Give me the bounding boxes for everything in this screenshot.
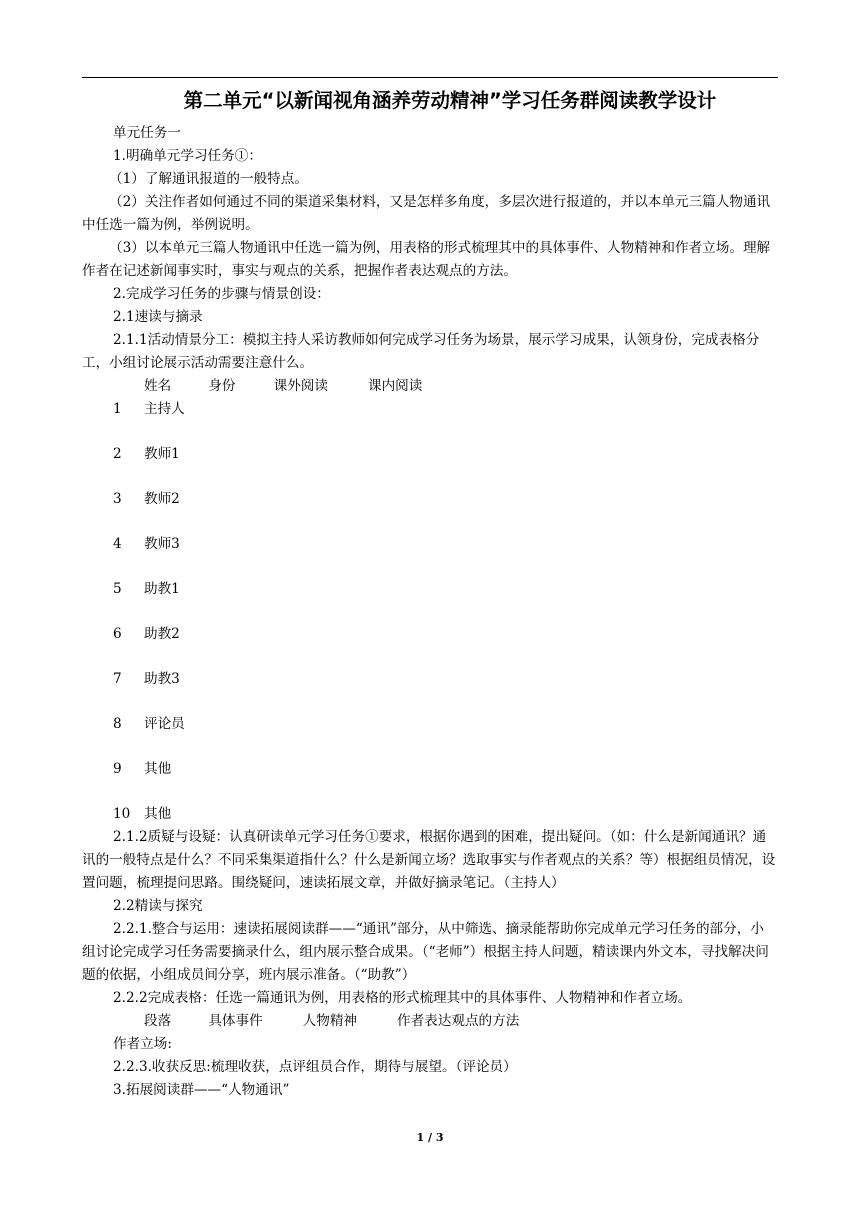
- row-number: 10: [113, 806, 131, 822]
- row-number: 9: [113, 761, 122, 777]
- paragraph: 2.1.2质疑与设疑：认真研读单元学习任务①要求，根据你遇到的困难，提出疑问。（如：什么是新闻通讯？通讯的一般特点是什么？不同采集渠道指什么？什么是新闻立场？选取事实与作者观点的关系？等）根据组员情况，设置问题，梳理提问思路。围绕疑问，速读拓展文章，并做好摘录笔记。（主持人）: [82, 829, 776, 891]
- table2-header-spirit: 人物精神: [302, 1013, 358, 1029]
- document-title: 第二单元“以新闻视角涵养劳动精神”学习任务群阅读教学设计: [183, 89, 717, 112]
- table2-header: [82, 1010, 776, 1033]
- row-number: 4: [113, 536, 122, 552]
- table-row: [113, 623, 776, 668]
- table-row: [113, 488, 776, 533]
- paragraph: 1.明确单元学习任务①：: [113, 148, 262, 164]
- table-row: [113, 713, 776, 758]
- page-number: 1 / 3: [416, 1131, 444, 1144]
- row-role: 主持人: [144, 401, 185, 417]
- row-role: 评论员: [144, 716, 185, 732]
- table2-header-events: 具体事件: [208, 1013, 263, 1029]
- row-role: 助教1: [144, 581, 180, 597]
- row-number: 6: [113, 626, 122, 642]
- row-number: 1: [113, 401, 122, 417]
- table-row: [113, 668, 776, 713]
- table-row: [113, 803, 776, 826]
- paragraph: （1）了解通讯报道的一般特点。: [109, 171, 308, 187]
- row-number: 5: [113, 581, 122, 597]
- table-row: [113, 443, 776, 488]
- table1-header-class-reading: 课内阅读: [367, 378, 423, 394]
- paragraph: 2.2.3.收获反思:梳理收获，点评组员合作，期待与展望。（评论员）: [113, 1059, 517, 1075]
- paragraph: （2）关注作者如何通过不同的渠道采集材料，又是怎样多角度，多层次进行报道的，并以本单元三篇人物通讯中任选一篇为例，举例说明。: [82, 194, 771, 233]
- paragraph: 2.1.1活动情景分工：模拟主持人采访教师如何完成学习任务为场景，展示学习成果，认领身份，完成表格分工，小组讨论展示活动需要注意什么。: [82, 332, 760, 371]
- table1-header-extra-reading: 课外阅读: [273, 378, 329, 394]
- table1-header-role: 身份: [208, 378, 236, 394]
- row-role: 教师1: [144, 446, 180, 462]
- table1-header-name: 姓名: [144, 378, 172, 394]
- row-number: 8: [113, 716, 122, 732]
- row-number: 2: [113, 446, 122, 462]
- section-heading: 单元任务一: [113, 125, 181, 141]
- table1-rows: [82, 398, 776, 826]
- row-role: 其他: [144, 761, 172, 777]
- row-role: 教师2: [144, 491, 180, 507]
- table-row: [113, 398, 776, 443]
- table2-header-method: 作者表达观点的方法: [396, 1013, 520, 1029]
- header-rule: [82, 77, 778, 78]
- table-row: [113, 533, 776, 578]
- paragraph: （3）以本单元三篇人物通讯中任选一篇为例，用表格的形式梳理其中的具体事件、人物精神和作者立场。理解作者在记述新闻事实时，事实与观点的关系，把握作者表达观点的方法。: [82, 240, 771, 279]
- row-role: 教师3: [144, 536, 180, 552]
- table-row: [113, 578, 776, 623]
- document-body: [82, 122, 776, 1102]
- table1-header: [82, 375, 776, 398]
- paragraph: 作者立场:: [113, 1036, 172, 1052]
- row-number: 3: [113, 491, 122, 507]
- paragraph: 2.1速读与摘录: [113, 309, 203, 325]
- table2-header-paragraph: 段落: [144, 1013, 172, 1029]
- paragraph: 2.2精读与探究: [113, 898, 203, 914]
- paragraph: 2.完成学习任务的步骤与情景创设：: [113, 286, 330, 302]
- paragraph: 2.2.2完成表格：任选一篇通讯为例，用表格的形式梳理其中的具体事件、人物精神和作者立场。: [113, 990, 692, 1006]
- paragraph: 3.拓展阅读群——“人物通讯”: [113, 1082, 290, 1098]
- table-row: [113, 758, 776, 803]
- row-role: 助教3: [144, 671, 180, 687]
- paragraph: 2.2.1.整合与运用：速读拓展阅读群——“通讯”部分，从中筛选、摘录能帮助你完成单元学习任务的部分，小组讨论完成学习任务需要摘录什么，组内展示整合成果。（“老师”）根据主持人问题，精读课内外文本，寻找解决问题的依据，小组成员间分享，班内展示准备。（“助教”）: [82, 921, 769, 983]
- row-number: 7: [113, 671, 122, 687]
- row-role: 助教2: [144, 626, 180, 642]
- row-role: 其他: [144, 806, 172, 822]
